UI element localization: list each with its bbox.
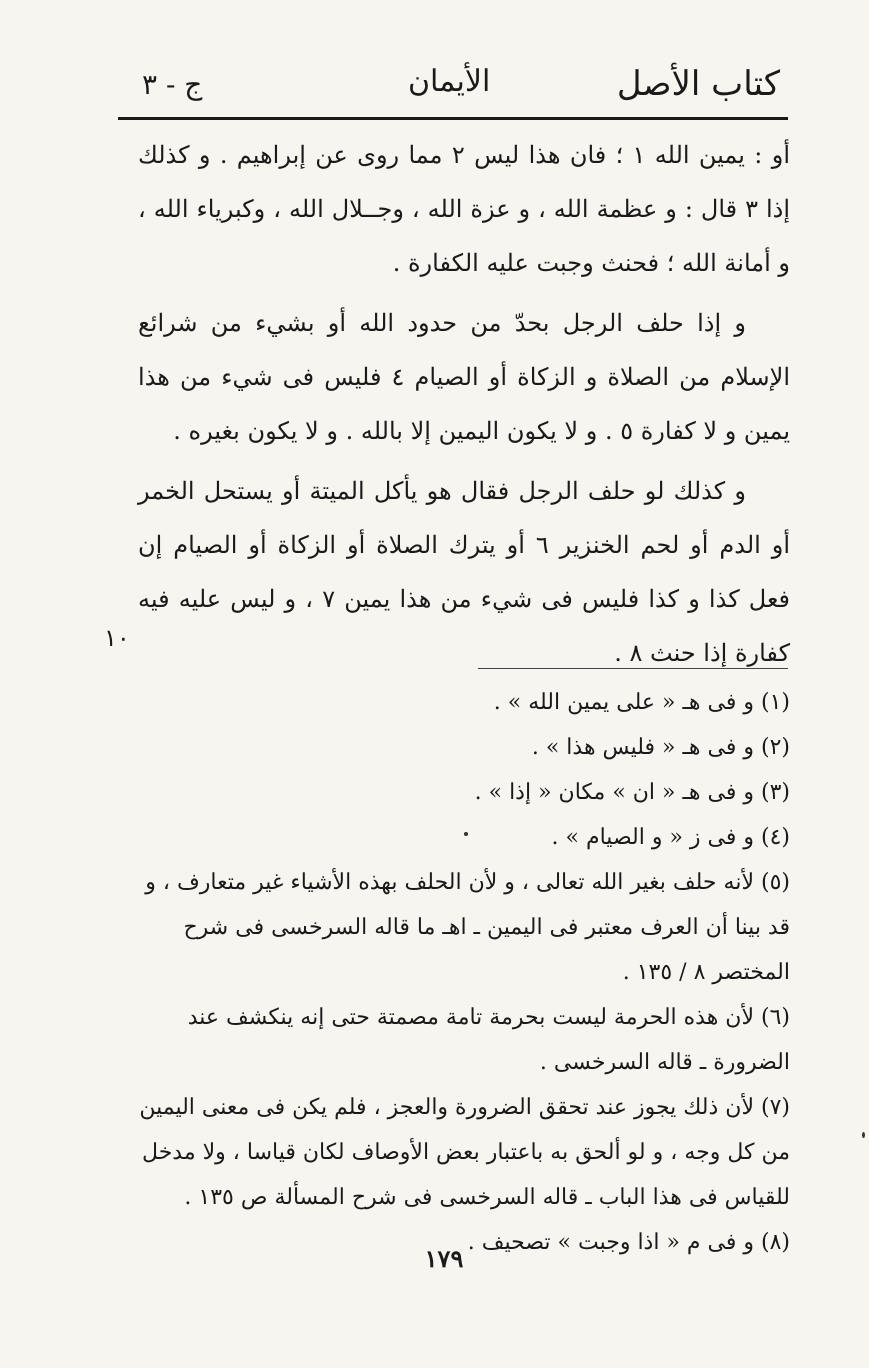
footnote-4: (٤) و فى ز « و الصيام » . (551, 825, 790, 850)
footnote-8: (٨) و فى م « اذا وجبت » تصحيف . (467, 1230, 790, 1255)
footnote-1: (١) و فى هـ « على يمين الله » . (493, 690, 790, 715)
running-header (118, 58, 790, 108)
page-number: ١٧٩ (424, 1244, 464, 1273)
section-title: الأيمان (408, 64, 491, 99)
footnote-2: (٢) و فى هـ « فليس هذا » . (531, 735, 790, 760)
paragraph-3: و كذلك لو حلف الرجل فقال هو يأكل الميتة أو يستحل الخمر أو الدم أو لحم الخنزير ٦ أو يترك الصلاة أو الزكاة أو الصيام إن فعل كذا و كذا فليس فى شيء من هذا يمين ٧ ، و ليس عليه فيه كفارة إذا حنث ٨ . (138, 477, 790, 667)
ink-speck (464, 832, 468, 836)
paragraph-1: أو : يمين الله ١ ؛ فان هذا ليس ٢ مما روى عن إبراهيم . و كذلك إذا ٣ قال : و عظمة الله ، و عزة الله ، وجــلال الله ، وكبرياء الله ، و أمانة الله ؛ فحنث وجبت عليه الكفارة . (138, 141, 790, 277)
volume-label: ج - ٣ (142, 68, 203, 101)
margin-line-number: ١٠ (104, 624, 130, 652)
footnote-7: (٧) لأن ذلك يجوز عند تحقق الضرورة والعجز ، فلم يكن فى معنى اليمين من كل وجه ، و لو ألحق به باعتبار بعض الأوصاف لكان قياسا ، ولا مدخل للقياس فى هذا الباب ـ قاله السرخسى فى شرح المسألة ص ١٣٥ . (139, 1095, 790, 1210)
main-text (138, 128, 790, 686)
footnote-3: (٣) و فى هـ « ان » مكان « إذا » . (474, 780, 790, 805)
footnote-5: (٥) لأنه حلف بغير الله تعالى ، و لأن الحلف بهذه الأشياء غير متعارف ، و قد بينا أن العرف معتبر فى اليمين ـ اهـ ما قاله السرخسى فى شرح المختصر ٨ / ١٣٥ . (145, 870, 790, 985)
ink-speck (862, 1132, 865, 1138)
footnotes (138, 680, 790, 1265)
footnote-6: (٦) لأن هذه الحرمة ليست بحرمة تامة مصمتة حتى إنه ينكشف عند الضرورة ـ قاله السرخسى . (187, 1005, 790, 1075)
book-title: كتاب الأصل (616, 64, 780, 104)
footnote-separator (478, 668, 788, 669)
paragraph-2: و إذا حلف الرجل بحدّ من حدود الله أو بشيء من شرائع الإسلام من الصلاة و الزكاة أو الصيام ٤ فليس فى شيء من هذا يمين و لا كفارة ٥ . و لا يكون اليمين إلا بالله . و لا يكون بغيره . (138, 309, 790, 445)
header-rule (118, 117, 788, 120)
